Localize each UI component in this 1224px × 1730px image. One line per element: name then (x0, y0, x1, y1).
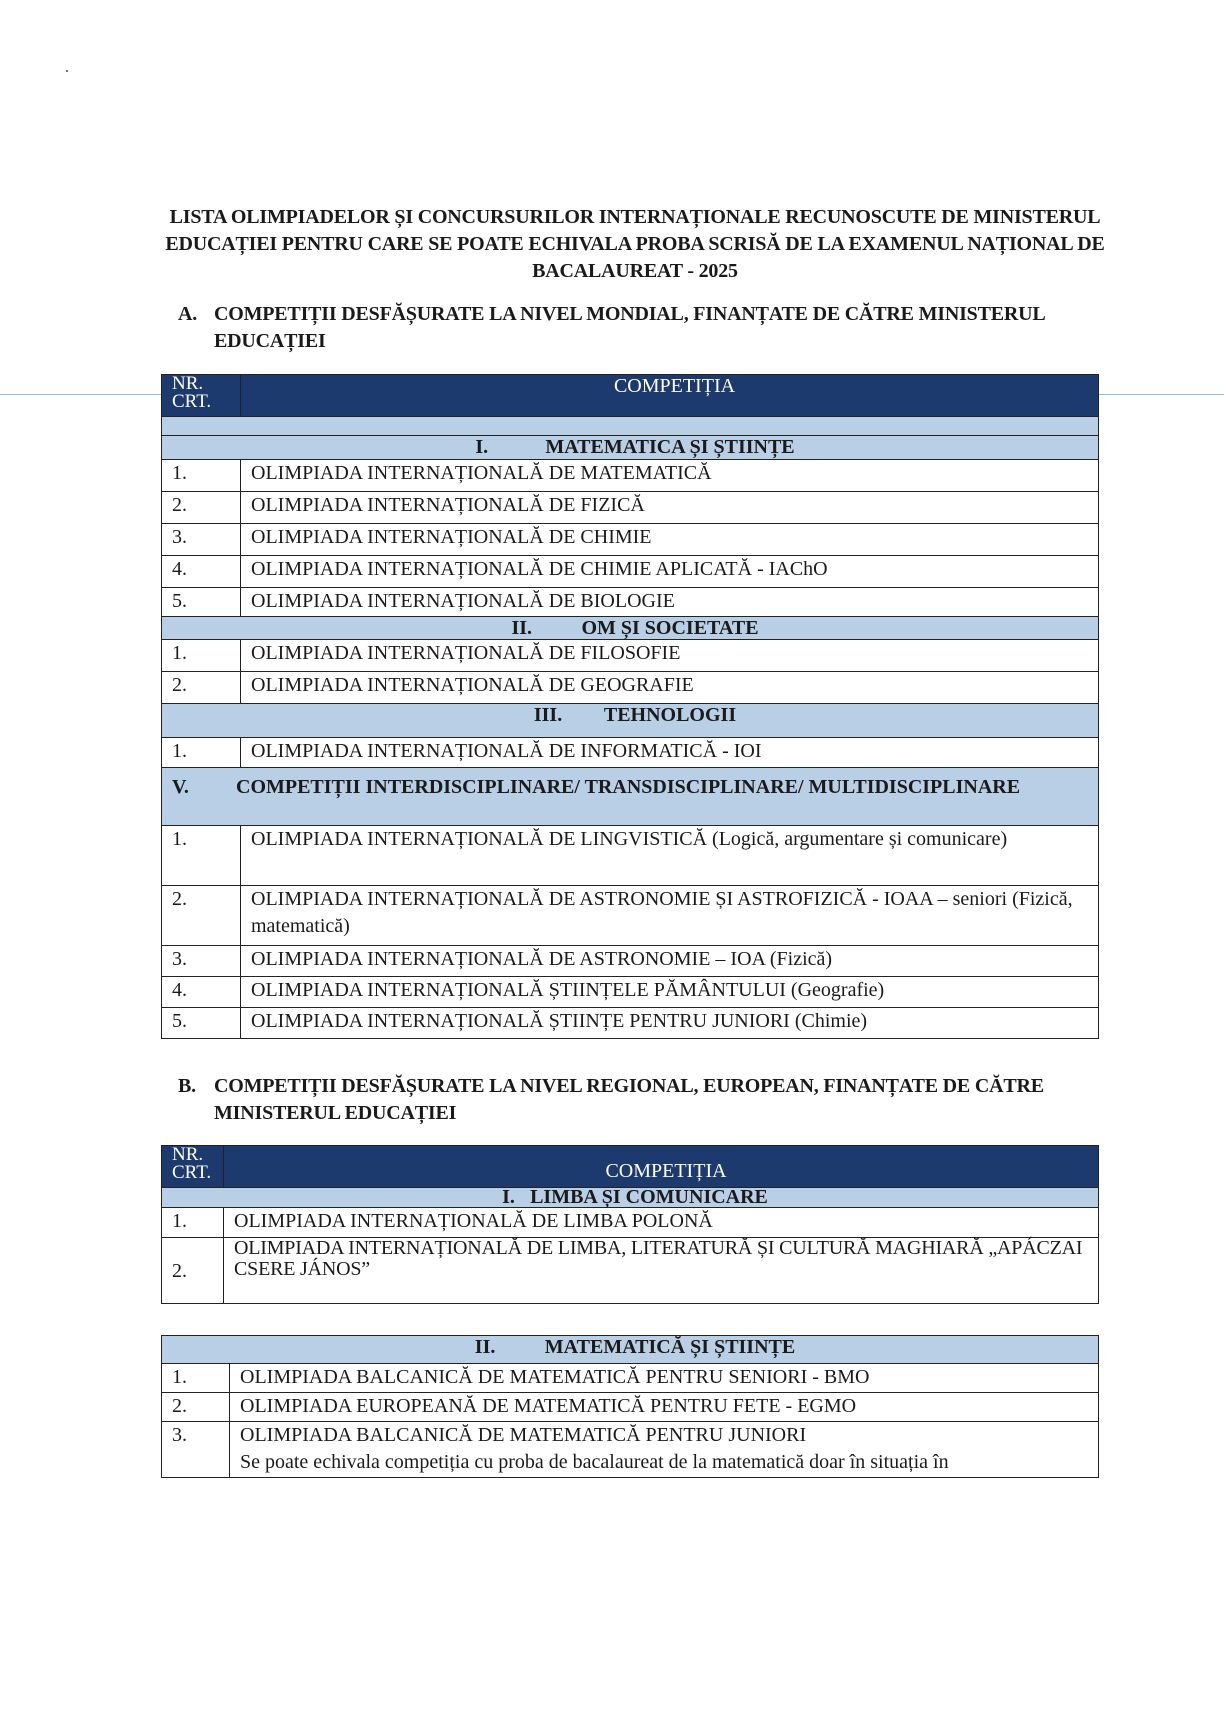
document-title: LISTA OLIMPIADELOR ȘI CONCURSURILOR INTERNAȚIONALE RECUNOSCUTE DE MINISTERUL EDUCAȚIEI PENTRU CARE SE POATE ECHIVALA PROBA SCRISĂ DE LA EXAMENUL NAȚIONAL DE BACALAUREAT - 2025 (165, 206, 1105, 282)
table-row (162, 556, 1099, 588)
category-name: MATEMATICĂ ȘI ȘTIINȚE (544, 1336, 796, 1358)
category-number: V. (172, 776, 189, 798)
table-row (162, 640, 1099, 672)
category-number: II. (511, 617, 533, 639)
category-name: TEHNOLOGII (603, 704, 737, 726)
competition-name: OLIMPIADA INTERNAȚIONALĂ DE INFORMATICĂ - IOI (241, 738, 1099, 768)
table-row (162, 672, 1099, 704)
header-competitia: COMPETIȚIA (241, 375, 1099, 417)
table-row (162, 1208, 1099, 1238)
section-b-table-1 (161, 1145, 1099, 1304)
header-nr-crt: NR. CRT. (162, 375, 241, 417)
section-a-table (161, 374, 1099, 1039)
competition-name: OLIMPIADA INTERNAȚIONALĂ ȘTIINȚELE PĂMÂNTULUI (Geografie) (241, 977, 1099, 1008)
table-row (162, 738, 1099, 768)
row-number: 1. (162, 640, 241, 672)
category-number: II. (474, 1336, 496, 1358)
scan-speck (66, 70, 68, 72)
header-band (162, 417, 1099, 436)
section-b-table-2 (161, 1335, 1099, 1478)
competition-note: Se poate echivala competiția cu proba de bacalaureat de la matematică doar în situația în (240, 1451, 949, 1473)
table-row (162, 524, 1099, 556)
row-number: 2. (162, 1238, 224, 1304)
competition-name: OLIMPIADA INTERNAȚIONALĂ DE CHIMIE APLICATĂ - IAChO (241, 556, 1099, 588)
table-row (162, 492, 1099, 524)
row-number: 2. (162, 672, 241, 704)
competition-name: OLIMPIADA INTERNAȚIONALĂ DE ASTRONOMIE – IOA (Fizică) (241, 946, 1099, 977)
row-number: 2. (162, 492, 241, 524)
competition-name: OLIMPIADA INTERNAȚIONALĂ DE LIMBA POLONĂ (224, 1208, 1099, 1238)
table-row (162, 1008, 1099, 1039)
competition-name: OLIMPIADA INTERNAȚIONALĂ DE GEOGRAFIE (241, 672, 1099, 704)
table-row (162, 886, 1099, 946)
row-number: 1. (162, 738, 241, 768)
competition-name: OLIMPIADA INTERNAȚIONALĂ DE FIZICĂ (241, 492, 1099, 524)
header-nr-crt: NR. CRT. (162, 1146, 224, 1188)
competition-name: OLIMPIADA BALCANICĂ DE MATEMATICĂ PENTRU JUNIORI (240, 1424, 807, 1446)
table-row (162, 977, 1099, 1008)
row-number: 2. (162, 1393, 230, 1422)
category-heading (162, 436, 1099, 460)
section-a-heading (178, 301, 1078, 355)
competition-cell (230, 1422, 1099, 1478)
competition-name: OLIMPIADA INTERNAȚIONALĂ ȘTIINȚE PENTRU JUNIORI (Chimie) (241, 1008, 1099, 1039)
category-heading (162, 1188, 1099, 1208)
section-a-letter: A. (178, 303, 198, 325)
competition-name: OLIMPIADA INTERNAȚIONALĂ DE MATEMATICĂ (241, 460, 1099, 492)
row-number: 1. (162, 826, 241, 886)
category-heading (162, 704, 1099, 738)
row-number: 2. (162, 886, 241, 946)
row-number: 3. (162, 946, 241, 977)
table-row (162, 460, 1099, 492)
row-number: 5. (162, 588, 241, 617)
category-heading (162, 768, 1099, 826)
row-number: 1. (162, 1208, 224, 1238)
row-number: 1. (162, 1364, 230, 1393)
header-competitia: COMPETIȚIA (224, 1146, 1099, 1188)
table-row (162, 1422, 1099, 1478)
competition-name: OLIMPIADA INTERNAȚIONALĂ DE LIMBA, LITERATURĂ ȘI CULTURĂ MAGHIARĂ „APÁCZAI CSERE JÁNOS” (224, 1238, 1099, 1304)
table-row (162, 1393, 1099, 1422)
table-row (162, 946, 1099, 977)
row-number: 4. (162, 556, 241, 588)
section-a-title: COMPETIȚII DESFĂȘURATE LA NIVEL MONDIAL, FINANȚATE DE CĂTRE MINISTERUL EDUCAȚIEI (214, 303, 1045, 352)
row-number: 3. (162, 524, 241, 556)
category-number: I. (502, 1186, 515, 1208)
table-row (162, 826, 1099, 886)
table-row (162, 588, 1099, 617)
competition-name: OLIMPIADA INTERNAȚIONALĂ DE BIOLOGIE (241, 588, 1099, 617)
competition-name: OLIMPIADA INTERNAȚIONALĂ DE LINGVISTICĂ (Logică, argumentare și comunicare) (241, 826, 1099, 886)
section-b-heading (178, 1073, 1078, 1127)
category-heading (162, 1336, 1099, 1364)
category-name: OM ȘI SOCIETATE (581, 617, 759, 639)
section-b-letter: B. (178, 1075, 196, 1097)
row-number: 3. (162, 1422, 230, 1478)
category-name: COMPETIȚII INTERDISCIPLINARE/ TRANSDISCIPLINARE/ MULTIDISCIPLINARE (236, 776, 1021, 798)
competition-name: OLIMPIADA INTERNAȚIONALĂ DE CHIMIE (241, 524, 1099, 556)
category-number: III. (533, 704, 563, 726)
section-b-title: COMPETIȚII DESFĂȘURATE LA NIVEL REGIONAL, EUROPEAN, FINANȚATE DE CĂTRE MINISTERUL EDUCAȚIEI (214, 1075, 1044, 1124)
category-number: I. (475, 436, 489, 458)
category-name: LIMBA ȘI COMUNICARE (530, 1186, 768, 1208)
table-row (162, 1364, 1099, 1393)
row-number: 5. (162, 1008, 241, 1039)
category-name: MATEMATICA ȘI ȘTIINȚE (545, 436, 795, 458)
competition-name: OLIMPIADA EUROPEANĂ DE MATEMATICĂ PENTRU FETE - EGMO (230, 1393, 1099, 1422)
competition-name: OLIMPIADA INTERNAȚIONALĂ DE FILOSOFIE (241, 640, 1099, 672)
row-number: 4. (162, 977, 241, 1008)
row-number: 1. (162, 460, 241, 492)
table-row (162, 1238, 1099, 1304)
competition-name: OLIMPIADA BALCANICĂ DE MATEMATICĂ PENTRU SENIORI - BMO (230, 1364, 1099, 1393)
competition-name: OLIMPIADA INTERNAȚIONALĂ DE ASTRONOMIE ȘI ASTROFIZICĂ - IOAA – seniori (Fizică, matematică) (241, 886, 1099, 946)
category-heading (162, 617, 1099, 640)
